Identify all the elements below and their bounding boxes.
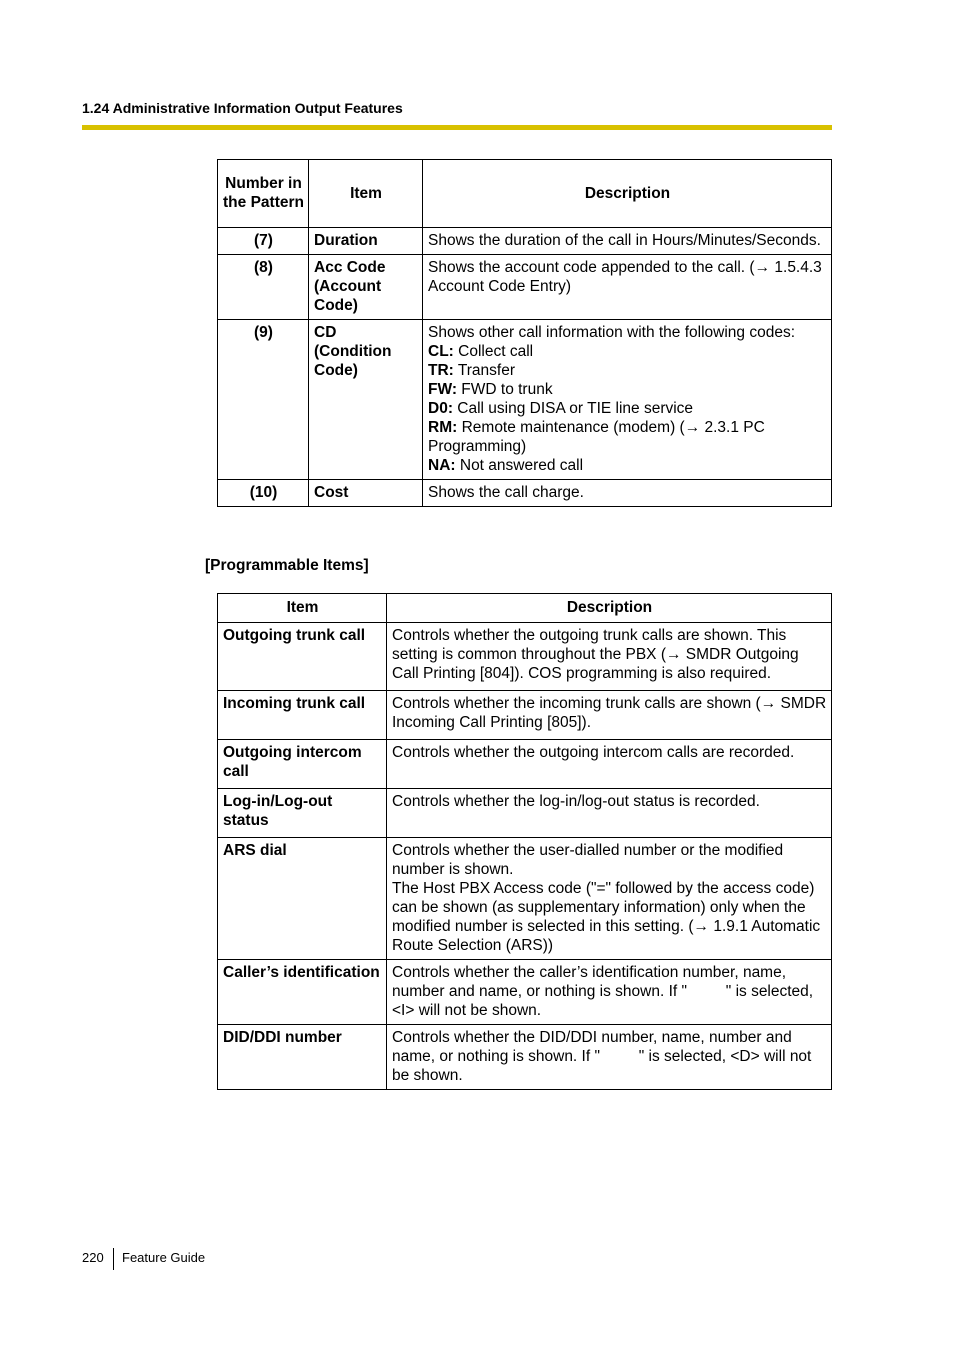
code-line bbox=[428, 380, 827, 399]
row-description: Shows the account code appended to the call. (→ 1.5.4.3 Account Code Entry) bbox=[423, 255, 832, 320]
code-line bbox=[428, 399, 827, 418]
row-number: (8) bbox=[218, 255, 309, 320]
description-intro: Shows other call information with the following codes: bbox=[428, 324, 796, 341]
row-item: Acc Code (Account Code) bbox=[309, 255, 423, 320]
code-line bbox=[428, 456, 827, 475]
row-item: DID/DDI number bbox=[218, 1025, 387, 1090]
description-paragraph: Controls whether the user-dialled number or the modified number is shown. bbox=[392, 842, 784, 878]
row-number: (9) bbox=[218, 320, 309, 480]
row-item: Log-in/Log-out status bbox=[218, 789, 387, 838]
table-header-row bbox=[218, 160, 832, 228]
row-description: Controls whether the outgoing intercom calls are recorded. bbox=[387, 740, 832, 789]
footer-divider bbox=[113, 1248, 114, 1270]
col-header-description: Description bbox=[387, 594, 832, 623]
code-text: Transfer bbox=[453, 362, 515, 379]
pattern-table bbox=[217, 159, 832, 507]
row-item: Cost bbox=[309, 480, 423, 507]
row-description: Shows the duration of the call in Hours/Minutes/Seconds. bbox=[423, 228, 832, 255]
table-row bbox=[218, 960, 832, 1025]
code-text: Call using DISA or TIE line service bbox=[452, 400, 694, 417]
row-description: Shows the call charge. bbox=[423, 480, 832, 507]
page-number: 220 bbox=[82, 1250, 104, 1265]
code-text: FWD to trunk bbox=[456, 381, 553, 398]
table-row bbox=[218, 480, 832, 507]
table-row bbox=[218, 691, 832, 740]
table-row bbox=[218, 1025, 832, 1090]
programmable-items-table bbox=[217, 593, 832, 1090]
col-header-item: Item bbox=[309, 160, 423, 228]
row-description: Controls whether the outgoing trunk calls are shown. This setting is common throughout the PBX (→ SMDR Outgoing Call Printing [804]). COS programming is also required. bbox=[387, 623, 832, 691]
code-text: Remote maintenance (modem) (→ 2.3.1 PC Programming) bbox=[428, 419, 765, 455]
programmable-items-heading: [Programmable Items] bbox=[205, 557, 369, 574]
table-row bbox=[218, 228, 832, 255]
code-line bbox=[428, 342, 827, 361]
description-paragraph: The Host PBX Access code ("=" followed by the access code) can be shown (as supplementary information) only when the modified number is selected in this setting. (→ 1.9.1 Automatic Route Selection (ARS)) bbox=[392, 880, 821, 954]
row-description: Controls whether the DID/DDI number, name, number and name, or nothing is shown. If " " is selected, <D> will not be shown. bbox=[387, 1025, 832, 1090]
code-line bbox=[428, 361, 827, 380]
code-label: TR: bbox=[428, 362, 454, 379]
col-header-item: Item bbox=[218, 594, 387, 623]
row-description bbox=[387, 838, 832, 960]
code-line bbox=[428, 418, 827, 456]
code-label: RM: bbox=[428, 419, 458, 436]
section-title: 1.24 Administrative Information Output Features bbox=[82, 100, 403, 116]
code-label: D0: bbox=[428, 400, 453, 417]
table-row bbox=[218, 789, 832, 838]
table-row bbox=[218, 623, 832, 691]
col-header-description: Description bbox=[423, 160, 832, 228]
row-description: Controls whether the log-in/log-out status is recorded. bbox=[387, 789, 832, 838]
row-item: Incoming trunk call bbox=[218, 691, 387, 740]
row-item: Caller’s identification bbox=[218, 960, 387, 1025]
row-description bbox=[423, 320, 832, 480]
code-label: NA: bbox=[428, 457, 456, 474]
row-item: Outgoing trunk call bbox=[218, 623, 387, 691]
row-number: (7) bbox=[218, 228, 309, 255]
table-row bbox=[218, 740, 832, 789]
code-text: Not answered call bbox=[455, 457, 584, 474]
row-number: (10) bbox=[218, 480, 309, 507]
row-item: Duration bbox=[309, 228, 423, 255]
header-rule bbox=[82, 125, 832, 130]
row-item: CD (Condition Code) bbox=[309, 320, 423, 480]
code-label: CL: bbox=[428, 343, 454, 360]
row-description: Controls whether the incoming trunk calls are shown (→ SMDR Incoming Call Printing [805]). bbox=[387, 691, 832, 740]
row-description: Controls whether the caller’s identification number, name, number and name, or nothing is shown. If " " is selected, <I> will not be shown. bbox=[387, 960, 832, 1025]
table-row bbox=[218, 320, 832, 480]
code-label: FW: bbox=[428, 381, 457, 398]
table-row bbox=[218, 838, 832, 960]
table-row bbox=[218, 255, 832, 320]
document-title: Feature Guide bbox=[122, 1250, 206, 1265]
table-header-row bbox=[218, 594, 832, 623]
col-header-number: Number in the Pattern bbox=[218, 160, 309, 228]
code-text: Collect call bbox=[453, 343, 534, 360]
row-item: ARS dial bbox=[218, 838, 387, 960]
row-item: Outgoing intercom call bbox=[218, 740, 387, 789]
